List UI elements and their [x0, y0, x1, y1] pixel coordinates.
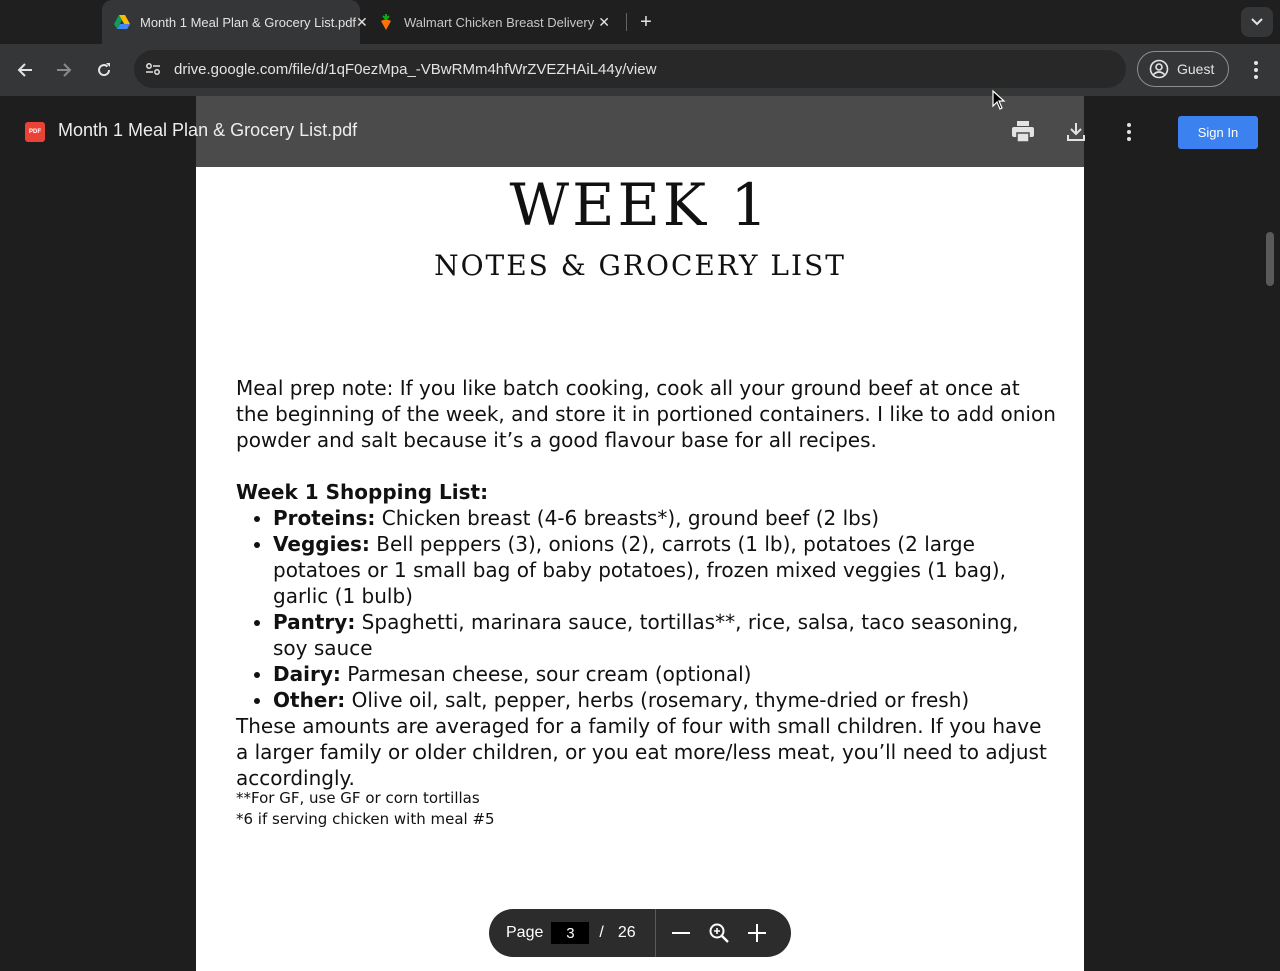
tab-title: Month 1 Meal Plan & Grocery List.pdf [140, 14, 357, 30]
new-tab-button[interactable]: + [640, 10, 652, 33]
list-item [273, 531, 1056, 609]
zoom-out-button[interactable] [666, 918, 696, 948]
tab-divider [626, 13, 627, 31]
tab-title: Walmart Chicken Breast Delivery [404, 14, 595, 30]
item-label: Pantry: [273, 610, 356, 634]
item-text: Chicken breast (4-6 breasts*), ground beef (2 lbs) [375, 506, 880, 530]
browser-menu-button[interactable] [1244, 56, 1268, 84]
item-text: Spaghetti, marinara sauce, tortillas**, rice, salsa, taco seasoning, soy sauce [273, 610, 1019, 660]
meal-prep-note: Meal prep note: If you like batch cooking, cook all your ground beef at once at the beginning of the week, and store it in portioned containers. I like to add onion powder and salt because it’s a good flavour base for all recipes. [236, 376, 1056, 452]
page-body [236, 375, 1056, 791]
google-drive-icon [114, 14, 130, 30]
tab-walmart[interactable] [366, 0, 622, 44]
more-vert-icon [1254, 61, 1258, 79]
page-subheading: NOTES & GROCERY LIST [434, 249, 846, 282]
sign-in-button[interactable]: Sign In [1178, 116, 1258, 149]
reload-button[interactable] [90, 56, 118, 84]
footnote: **For GF, use GF or corn tortillas [236, 789, 480, 807]
list-item [273, 609, 1056, 661]
back-arrow-icon [17, 62, 33, 78]
pdf-page [196, 167, 1084, 971]
url-text: drive.google.com/file/d/1qF0ezMpa_-VBwRMm4hfWrZVEZHAiL44y/view [174, 60, 657, 78]
plus-icon [748, 924, 766, 942]
item-label: Veggies: [273, 532, 370, 556]
item-label: Proteins: [273, 506, 376, 530]
print-icon [1011, 121, 1035, 143]
site-settings-icon[interactable] [142, 58, 164, 80]
tab-search-button[interactable] [1241, 7, 1273, 37]
pager-divider [655, 909, 656, 957]
print-button[interactable] [1008, 117, 1038, 147]
zoom-in-button[interactable] [742, 918, 772, 948]
instacart-carrot-icon [378, 14, 394, 30]
item-label: Other: [273, 688, 346, 712]
zoom-icon [708, 922, 730, 944]
footnote: *6 if serving chicken with meal #5 [236, 810, 495, 828]
item-label: Dairy: [273, 662, 341, 686]
browser-toolbar [0, 44, 1280, 96]
tab-meal-plan[interactable] [102, 0, 368, 44]
forward-button[interactable] [50, 56, 78, 84]
footnotes [236, 788, 495, 830]
item-text: Bell peppers (3), onions (2), carrots (1 lb), potatoes (2 large potatoes or 1 small bag of baby potatoes), frozen mixed veggies (1 bag), garlic (1 bulb) [273, 532, 1006, 608]
page-controls [489, 909, 791, 957]
pdf-file-icon: PDF [25, 122, 45, 142]
document-title: Month 1 Meal Plan & Grocery List.pdf [58, 120, 358, 140]
item-text: Parmesan cheese, sour cream (optional) [340, 662, 752, 686]
close-tab-icon[interactable]: ✕ [356, 13, 368, 30]
reload-icon [96, 62, 112, 78]
profile-icon [1149, 59, 1169, 79]
scrollbar-thumb[interactable] [1266, 232, 1274, 286]
shopping-list-title: Week 1 Shopping List: [236, 480, 489, 504]
page-label: Page [506, 924, 544, 941]
chevron-down-icon [1251, 18, 1263, 26]
page-total: 26 [617, 924, 636, 941]
more-actions-button[interactable] [1114, 117, 1144, 147]
page-heading: WEEK 1 [509, 171, 771, 239]
close-tab-icon[interactable]: ✕ [598, 13, 610, 30]
profile-label: Guest [1177, 61, 1215, 77]
zoom-button[interactable] [704, 918, 734, 948]
mouse-pointer-icon [992, 90, 1006, 115]
list-item [273, 661, 1056, 687]
amounts-note: These amounts are averaged for a family of four with small children. If you have a larger family or older children, or you eat more/less meat, you’ll need to adjust accordingly. [236, 714, 1047, 790]
more-vert-icon [1127, 123, 1131, 141]
list-item [273, 687, 1056, 713]
shopping-list [236, 505, 1056, 713]
download-icon [1066, 122, 1086, 142]
back-button[interactable] [11, 56, 39, 84]
minus-icon [672, 931, 690, 935]
page-number-input[interactable]: 3 [551, 922, 589, 944]
download-button[interactable] [1061, 117, 1091, 147]
profile-button[interactable] [1137, 51, 1229, 87]
page-separator: / [599, 924, 604, 941]
forward-arrow-icon [56, 62, 72, 78]
list-item [273, 505, 1056, 531]
address-bar[interactable] [134, 50, 1126, 88]
item-text: Olive oil, salt, pepper, herbs (rosemary, thyme-dried or fresh) [345, 688, 970, 712]
tab-strip [0, 0, 1280, 44]
